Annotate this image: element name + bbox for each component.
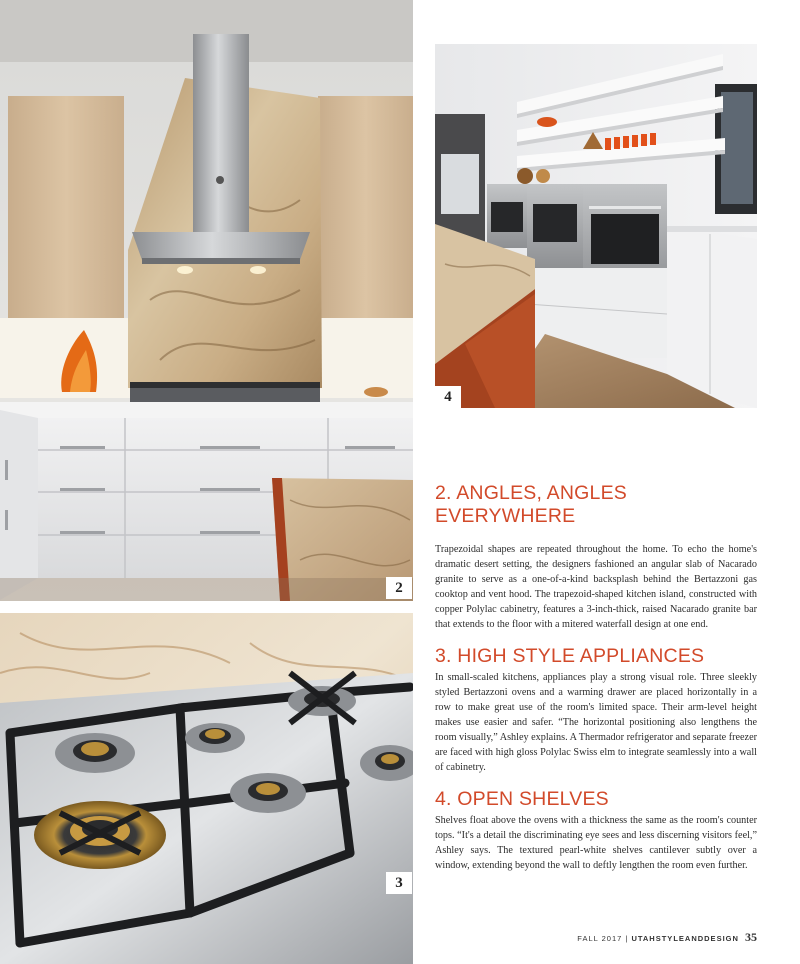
photo-number: 4 bbox=[435, 386, 461, 408]
issue-label: FALL 2017 bbox=[577, 934, 623, 943]
page-number: 35 bbox=[745, 930, 757, 944]
section-heading: 3. HIGH STYLE APPLIANCES bbox=[435, 645, 705, 667]
section-heading: 2. ANGLES, ANGLES EVERYWHERE bbox=[435, 482, 627, 527]
footer-separator: | bbox=[625, 934, 629, 943]
publication-name: UTAHSTYLEANDDESIGN bbox=[631, 934, 739, 943]
section-heading: 4. OPEN SHELVES bbox=[435, 788, 609, 810]
section-body: Shelves float above the ovens with a thickness the same as the room's counter tops. “It's a detail the discriminating eye sees and less discerning visitors feel,” Ashley says. The textured pearl-white shelves cantilever subtly over a window, extending beyond the wall to deftly lengthen the room even further. bbox=[435, 815, 757, 871]
ovens-shelves-photo bbox=[435, 44, 757, 408]
kitchen-hood-photo bbox=[0, 0, 413, 601]
article-column bbox=[435, 482, 757, 873]
page-footer bbox=[577, 930, 757, 945]
photo-number: 2 bbox=[386, 577, 412, 599]
cooktop-photo bbox=[0, 613, 413, 964]
section-body: In small-scaled kitchens, appliances play a strong visual role. Three sleekly styled Bertazzoni ovens and a warming drawer are placed horizontally in a row to make great use of the room's limited space. Their arm-level height makes use easier and safer. “The horizontal positioning also lengthens the room visually,” Ashley explains. A Thermador refrigerator and separate freezer are faced with high gloss Polylac Swiss elm to integrate seamlessly into a wall of cabinetry. bbox=[435, 672, 757, 773]
photo-number: 3 bbox=[386, 872, 412, 894]
section-body: Trapezoidal shapes are repeated throughout the home. To echo the home's dramatic desert setting, the designers fashioned an angular slab of Nacarado granite to serve as a one-of-a-kind backsplash behind the Bertazzoni gas cooktop and vent hood. The trapezoid-shaped kitchen island, constructed with copper Polylac cabinetry, features a 3-inch-thick, raised Nacarado granite bar that extends to the floor with a mitered waterfall design at one end. bbox=[435, 544, 757, 630]
